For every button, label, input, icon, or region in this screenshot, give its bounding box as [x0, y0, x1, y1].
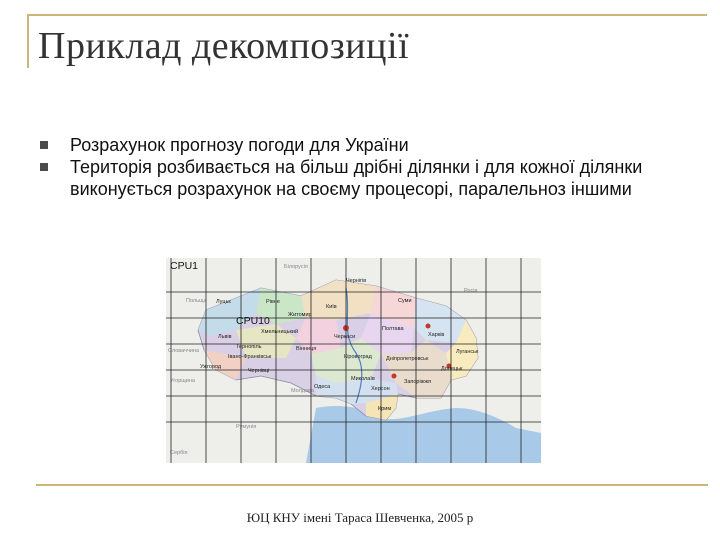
city-label: Тернопіль: [236, 344, 262, 350]
city-label: Рівне: [266, 299, 280, 305]
country-label: Молдова: [291, 388, 314, 394]
city-marker-icon: [426, 324, 431, 329]
city-label: Одеса: [314, 384, 331, 390]
bullet-list: [40, 134, 680, 200]
cpu1-label: CPU1: [170, 260, 199, 272]
bullet-item: [40, 156, 680, 200]
bullet-text: Розрахунок прогнозу погоди для України: [70, 135, 409, 155]
country-label: Румунія: [236, 424, 257, 430]
city-label: Черкаси: [334, 334, 356, 340]
bullet-item: [40, 134, 680, 156]
country-label: Словаччина: [168, 348, 199, 354]
slide-footer: ЮЦ КНУ імені Тараса Шевченка, 2005 р: [246, 510, 474, 525]
cpu10-label: CPU10: [236, 315, 270, 327]
city-label: Дніпропетровськ: [386, 356, 429, 362]
city-label: Суми: [398, 298, 412, 304]
country-label: Сербія: [170, 450, 188, 456]
city-label: Чернігів: [346, 278, 367, 284]
bullet-text: Територія розбивається на більш дрібні ділянки і для кожної ділянки виконується розрахунок на своєму процесорі, паралельноз іншими: [70, 157, 643, 199]
decorative-bottom-line: [36, 484, 708, 486]
city-marker-icon: [392, 374, 397, 379]
country-label: Росія: [464, 288, 478, 294]
country-label: Білорусія: [284, 264, 308, 270]
country-label: Угорщина: [170, 378, 195, 384]
decorative-vertical-line: [27, 14, 29, 68]
city-label: Чернівці: [248, 368, 270, 374]
city-label: Донецьк: [441, 366, 463, 372]
city-label: Вінниця: [296, 346, 317, 352]
city-label: Луганськ: [456, 349, 479, 355]
city-label: Кіровоград: [344, 354, 372, 360]
city-label: Луцьк: [216, 299, 231, 305]
city-label: Житомир: [288, 312, 312, 318]
city-label: Львів: [218, 334, 232, 340]
square-bullet-icon: [40, 141, 48, 149]
slide-title: Приклад декомпозиції: [38, 25, 410, 67]
city-label: Крим: [378, 406, 392, 412]
city-label: Ужгород: [200, 364, 222, 370]
city-label: Херсон: [371, 386, 390, 392]
city-label: Запоріжжя: [404, 379, 432, 385]
city-label: Харків: [428, 332, 445, 338]
city-label: Миколаїв: [351, 376, 375, 382]
city-label: Івано-Франківськ: [228, 354, 272, 360]
city-label: Полтава: [382, 326, 404, 332]
square-bullet-icon: [40, 163, 48, 171]
country-label: Польща: [186, 298, 207, 304]
city-label: Київ: [326, 304, 337, 310]
ukraine-decomposition-map: [166, 258, 541, 463]
city-label: Хмельницький: [261, 329, 299, 335]
decorative-top-line: [27, 14, 707, 16]
